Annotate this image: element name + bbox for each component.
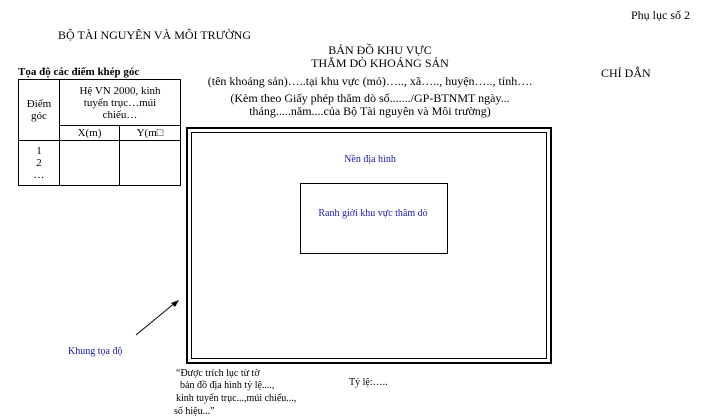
table-row: 2 [36, 157, 42, 169]
appendix-number: Phụ lục số 2 [631, 8, 691, 22]
y-values-cell [120, 141, 181, 186]
system-line1: Hệ VN 2000, kinh [79, 84, 161, 97]
subtitle-line1: (tên khoáng sản)…..tại khu vực (mỏ)….., xã….., huyện….., tỉnh…. [207, 74, 533, 88]
table-row: 1 [36, 145, 42, 157]
coordinate-system-header [60, 80, 181, 126]
y-column-header: Y(m□ [120, 126, 181, 141]
scale-label: Tỷ lệ:….. [349, 377, 388, 388]
source-note-line1: “Được trích lục từ tờ [176, 368, 260, 379]
table-caption: Tọa độ các điểm khép góc [18, 66, 140, 78]
point-rows-cell [19, 141, 60, 186]
frame-pointer-arrow [130, 295, 185, 340]
subtitle-line3: tháng.....năm....của Bộ Tài nguyên và Môi trường) [249, 104, 491, 118]
coordinates-table [18, 79, 181, 186]
source-note-line4: số hiệu...” [174, 406, 215, 417]
point-header-line1: Điểm [26, 98, 52, 110]
table-row: … [33, 169, 45, 181]
source-note-line3: kinh tuyến trục...,múi chiếu..., [176, 393, 297, 404]
terrain-background-label: Nền địa hình [344, 154, 396, 165]
title-line2: THĂM DÒ KHOÁNG SẢN [311, 56, 449, 70]
point-header-line2: góc [31, 110, 47, 122]
subtitle-line2: (Kèm theo Giấy phép thăm dò số......./GP-BTNMT ngày... [230, 91, 510, 105]
coordinate-frame-label: Khung tọa độ [68, 346, 123, 357]
system-line3: chiếu… [102, 108, 138, 121]
source-note-line2: bản đồ địa hình tỷ lệ...., [180, 380, 275, 391]
point-column-header [19, 80, 60, 141]
boundary-label: Ranh giới khu vực thăm dò [318, 208, 428, 219]
system-line2: tuyến trục…múi [83, 96, 157, 109]
title-line1: BẢN ĐỒ KHU VỰC [328, 43, 432, 57]
x-column-header: X(m) [60, 126, 120, 141]
legend-title: CHỈ DẪN [601, 66, 651, 80]
ministry-name: BỘ TÀI NGUYÊN VÀ MÔI TRƯỜNG [58, 28, 251, 42]
x-values-cell [60, 141, 120, 186]
